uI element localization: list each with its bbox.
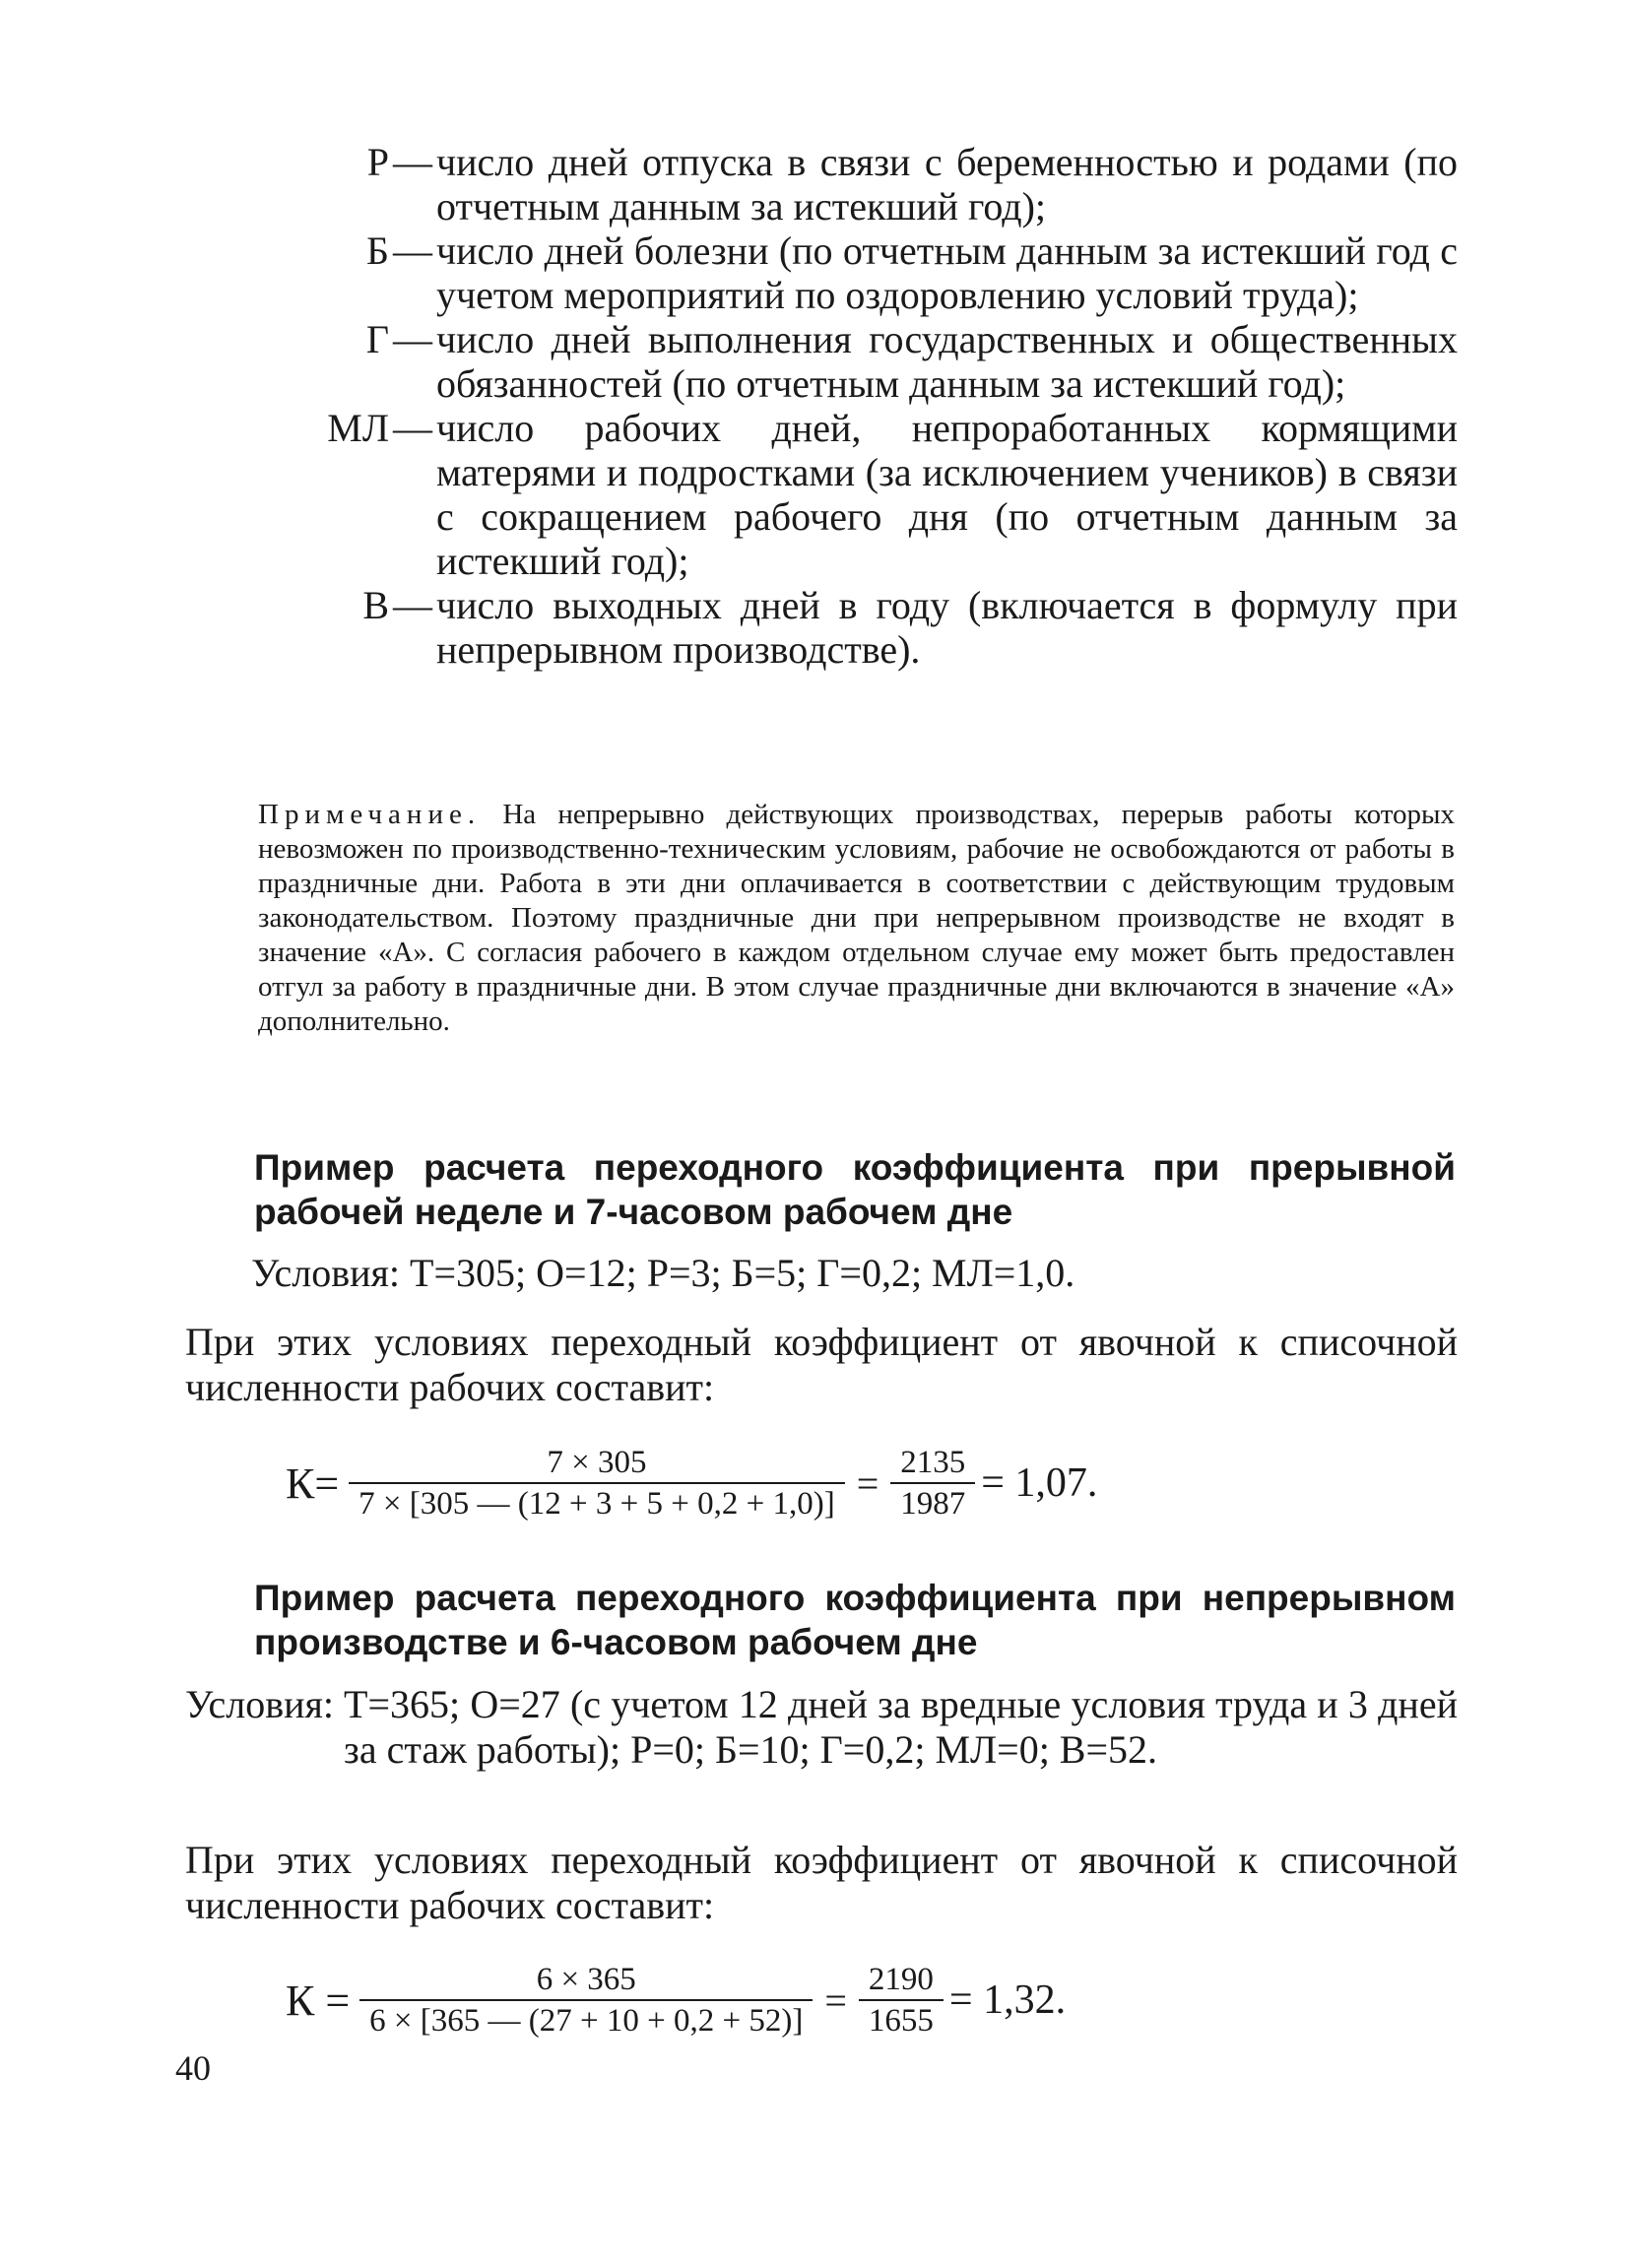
- formula-fraction-result: [890, 1443, 975, 1523]
- formula-equals: =: [856, 1460, 879, 1506]
- definition-text: число дней выполнения государственных и общественных обязанностей (по отчетным данным за истекший год);: [436, 317, 1458, 406]
- formula-denominator: 7 × [305 — (12 + 3 + 5 + 0,2 + 1,0)]: [349, 1482, 845, 1523]
- definition-text: число дней болезни (по отчетным данным за истекший год с учетом мероприятий по оздоровлению условий труда);: [436, 228, 1458, 317]
- formula-result: = 1,32.: [948, 1977, 1067, 2023]
- formula-result-denominator: 1987: [890, 1482, 975, 1523]
- formula-fraction-main: [359, 1960, 813, 2041]
- example1-intro: При этих условиях переходный коэффициент от явочной к списочной численности рабочих составит:: [185, 1320, 1458, 1409]
- definition-symbol: В: [362, 583, 389, 627]
- example1-heading: Пример расчета переходного коэффициента при прерывной рабочей неделе и 7-часовом рабочем дне: [254, 1147, 1456, 1232]
- example2-intro: При этих условиях переходный коэффициент от явочной к списочной численности рабочих составит:: [185, 1838, 1458, 1927]
- formula-result-denominator: 1655: [859, 1999, 944, 2041]
- note-text: На непрерывно действующих производствах, перерыв работы которых невозможен по производственно-техническим условиям, рабочие не освобождаются от работы в праздничные дни. Работа в эти дни оплачивается в соответствии с действующим трудовым законодательством. Поэтому праздничные дни при непрерывном производстве не входят в значение «А». С согласия рабочего в каждом отдельном случае ему может быть предоставлен отгул за работу в праздничные дни. В этом случае праздничные дни включаются в значение «А» дополнительно.: [258, 799, 1455, 1037]
- formula-fraction-result: [859, 1960, 944, 2041]
- example1-formula: [286, 1443, 1097, 1523]
- formula-denominator: 6 × [365 — (27 + 10 + 0,2 + 52)]: [359, 1999, 813, 2041]
- definition-symbol: МЛ: [327, 406, 389, 450]
- definition-g: [251, 317, 1458, 406]
- definition-text: число рабочих дней, непроработанных кормящими матерями и подростками (за исключением учеников) в связи с сокращением рабочего дня (по отчетным данным за истекший год);: [436, 406, 1458, 583]
- formula-result-numerator: 2190: [868, 1962, 934, 1997]
- formula-numerator: 6 × 365: [536, 1962, 636, 1997]
- page-number: 40: [175, 2048, 211, 2088]
- definition-dash: —: [393, 228, 432, 273]
- definition-v: [251, 583, 1458, 672]
- definition-ml: [251, 406, 1458, 583]
- definition-symbol: Г: [365, 317, 389, 361]
- definition-symbol: Б: [366, 228, 389, 273]
- formula-k: К =: [286, 1976, 351, 2025]
- conditions-label: Условия:: [185, 1682, 335, 1726]
- example1-conditions: Условия: Т=305; О=12; Р=3; Б=5; Г=0,2; МЛ=1,0.: [251, 1251, 1075, 1295]
- example2-heading: Пример расчета переходного коэффициента при непрерывном производстве и 6-часовом рабочем дне: [254, 1578, 1456, 1662]
- note-label: Примечание.: [258, 799, 482, 830]
- formula-equals: =: [824, 1977, 847, 2023]
- definition-r: [251, 140, 1458, 228]
- definition-text: число дней отпуска в связи с беременностью и родами (по отчетным данным за истекший год);: [436, 140, 1458, 228]
- definition-text: число выходных дней в году (включается в формулу при непрерывном производстве).: [436, 583, 1458, 672]
- definitions-list: [251, 140, 1458, 672]
- formula-fraction-main: [349, 1443, 845, 1523]
- example2-conditions: [185, 1682, 1458, 1773]
- definition-dash: —: [393, 140, 432, 184]
- definition-dash: —: [393, 406, 432, 450]
- note-paragraph: [258, 798, 1455, 1039]
- formula-k: К=: [286, 1458, 340, 1508]
- example2-formula: [286, 1960, 1066, 2041]
- definition-dash: —: [393, 583, 432, 627]
- formula-numerator: 7 × 305: [547, 1445, 647, 1480]
- formula-result-numerator: 2135: [900, 1445, 966, 1480]
- definition-b: [251, 228, 1458, 317]
- definition-dash: —: [393, 317, 432, 361]
- definition-symbol: Р: [366, 140, 389, 184]
- conditions-text: Т=365; О=27 (с учетом 12 дней за вредные условия труда и 3 дней за стаж работы); Р=0; Б=10; Г=0,2; МЛ=0; В=52.: [344, 1682, 1458, 1772]
- formula-result: = 1,07.: [981, 1460, 1098, 1506]
